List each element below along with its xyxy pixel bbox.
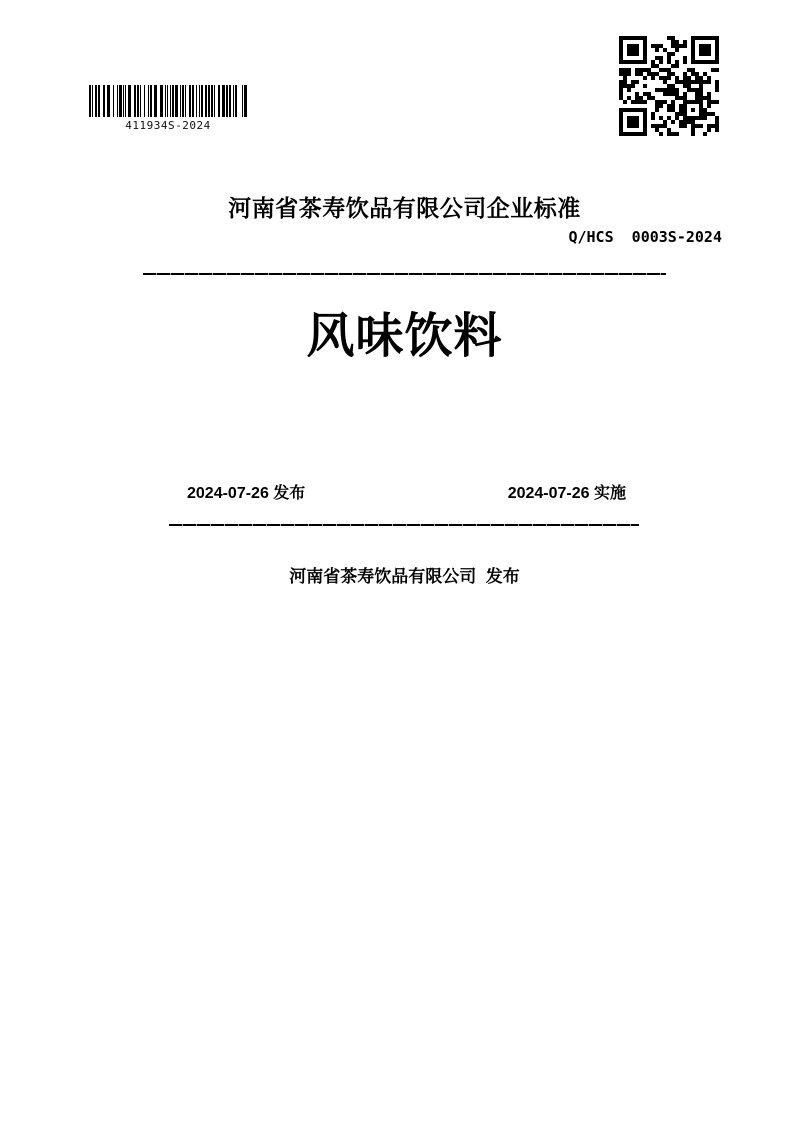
barcode-image	[89, 85, 247, 117]
implementation-date: 2024-07-26 实施	[507, 485, 626, 502]
barcode	[89, 85, 247, 132]
footer-divider-line	[169, 524, 639, 526]
publisher-line: 河南省茶寿饮品有限公司 发布	[289, 567, 520, 586]
dates-row	[187, 480, 626, 503]
header-divider-line	[143, 273, 666, 275]
company-standard-heading: 河南省茶寿饮品有限公司企业标准	[228, 195, 581, 221]
barcode-label: 411934S-2024	[125, 119, 211, 132]
standard-number: Q/HCS 0003S-2024	[568, 228, 722, 246]
document-title: 风味饮料	[306, 310, 503, 363]
qr-code-image	[619, 36, 719, 136]
issue-date: 2024-07-26 发布	[187, 485, 306, 502]
